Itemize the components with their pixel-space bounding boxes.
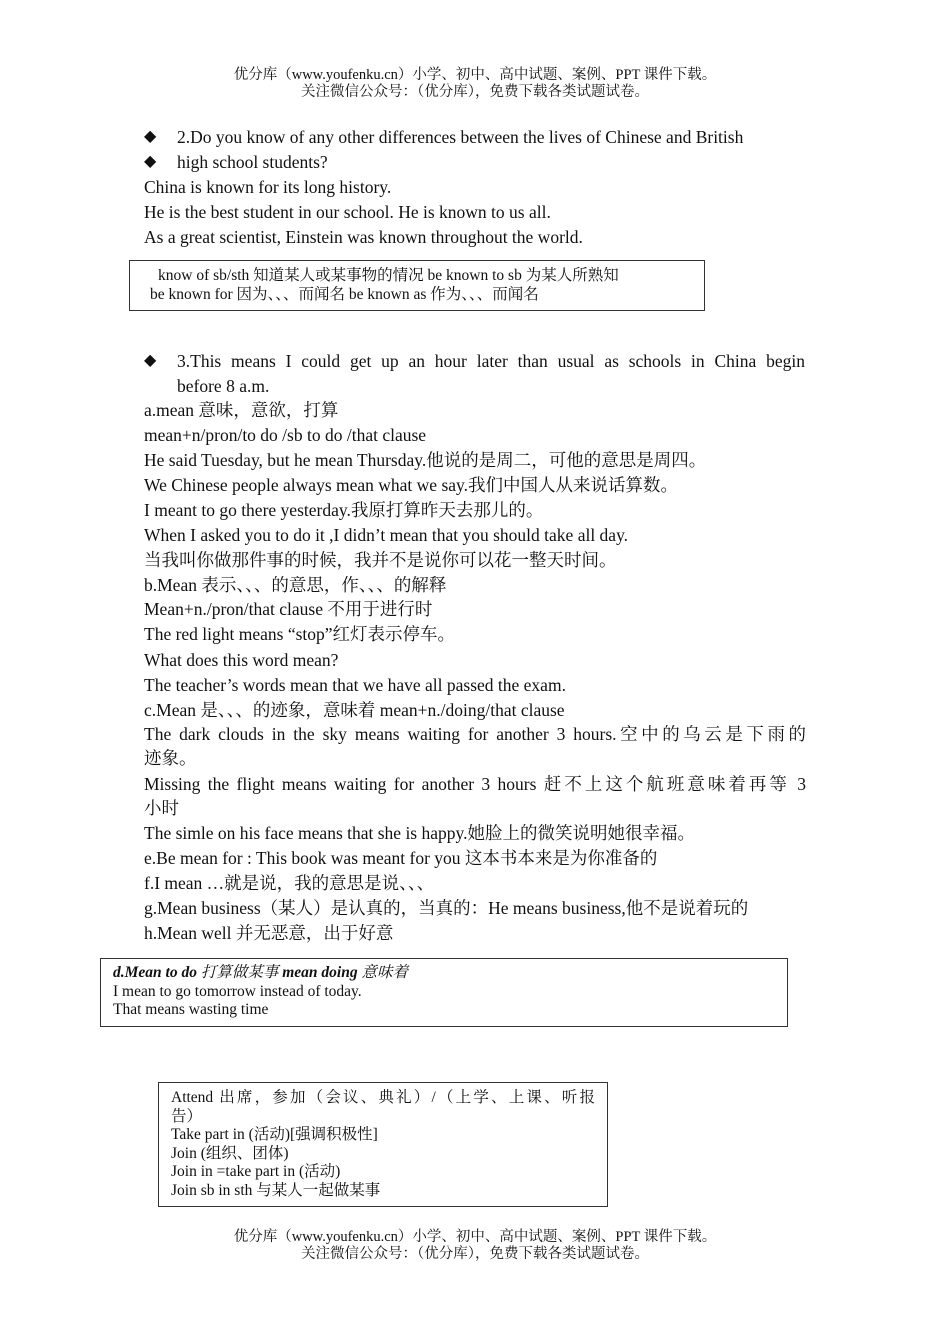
text-line: The simle on his face means that she is happy.她脸上的微笑说明她很幸福。 (144, 823, 696, 843)
bullet-text: before 8 a.m. (177, 376, 270, 396)
note-box-attend (158, 1082, 608, 1207)
text-line: 迹象。 (144, 748, 197, 768)
text-line: 小时 (144, 798, 179, 818)
text-line: h.Mean well 并无恶意，出于好意 (144, 923, 394, 943)
text-line: When I asked you to do it ,I didn’t mean that you should take all day. (144, 525, 629, 545)
note-title-part: 打算做某事 (196, 964, 283, 981)
note-line: Take part in (活动)[强调积极性] (171, 1126, 378, 1143)
bullet-text: 2.Do you know of any other differences between the lives of Chinese and British (177, 127, 744, 147)
bullet-text: 3.This means I could get up an hour later than usual as schools in China begin (177, 351, 805, 371)
note-title-part: mean doing (282, 964, 358, 981)
text-line: mean+n/pron/to do /sb to do /that clause (144, 425, 427, 445)
note-line: Join in =take part in (活动) (171, 1163, 341, 1180)
text-line: The dark clouds in the sky means waiting for another 3 hours.空中的乌云是下雨的 (144, 724, 806, 744)
note-line: Join sb in sth 与某人一起做某事 (171, 1181, 381, 1199)
text-line: What does this word mean? (144, 650, 339, 670)
note-line: 告） (171, 1107, 203, 1125)
note-box-known (129, 260, 705, 311)
diamond-bullet-icon: ◆ (144, 352, 157, 369)
text-line: c.Mean 是、、、的迹象，意味着 mean+n./doing/that clause (144, 700, 565, 720)
text-line: e.Be mean for : This book was meant for you 这本书本来是为你准备的 (144, 848, 658, 868)
note-line: Attend 出席，参加（会议、典礼）/（上学、上课、听报 (171, 1089, 595, 1106)
footer-line-2: 关注微信公众号：（优分库），免费下载各类试题试卷。 (301, 1246, 649, 1262)
header-line-1: 优分库（www.youfenku.cn）小学、初中、高中试题、案例、PPT 课件下载。 (233, 67, 717, 83)
text-line: Missing the flight means waiting for another 3 hours 赶不上这个航班意味着再等 3 (144, 774, 806, 794)
note-line: be known for 因为、、、而闻名 be known as 作为、、、而闻名 (150, 285, 539, 303)
text-line: 当我叫你做那件事的时候，我并不是说你可以花一整天时间。 (144, 550, 617, 570)
note-line: Join (组织、团体) (171, 1144, 289, 1162)
note-box-mean (100, 958, 788, 1027)
footer-line-1: 优分库（www.youfenku.cn）小学、初中、高中试题、案例、PPT 课件下载。 (233, 1229, 717, 1245)
page-header (0, 67, 950, 101)
text-line: The teacher’s words mean that we have all passed the exam. (144, 675, 566, 695)
header-line-2: 关注微信公众号：（优分库），免费下载各类试题试卷。 (301, 84, 649, 100)
note-line: I mean to go tomorrow instead of today. (113, 982, 362, 1000)
note-line: That means wasting time (113, 1001, 269, 1018)
bullet-text: high school students? (177, 152, 328, 172)
text-line: f.I mean …就是说，我的意思是说、、、 (144, 873, 435, 893)
text-line: He said Tuesday, but he mean Thursday.他说的是周二，可他的意思是周四。 (144, 450, 707, 470)
text-line: b.Mean 表示、、、的意思，作、、、的解释 (144, 575, 447, 595)
note-title-part: 意味着 (357, 964, 408, 981)
text-line: He is the best student in our school. He is known to us all. (144, 202, 551, 222)
text-line: We Chinese people always mean what we say.我们中国人从来说话算数。 (144, 475, 679, 495)
text-line: The red light means “stop”红灯表示停车。 (144, 624, 456, 644)
text-line: I meant to go there yesterday.我原打算昨天去那儿的。 (144, 500, 544, 520)
diamond-bullet-icon: ◆ (144, 128, 157, 145)
text-line: a.mean 意味，意欲，打算 (144, 400, 339, 420)
text-line: China is known for its long history. (144, 177, 392, 197)
note-line: know of sb/sth 知道某人或某事物的情况 be known to sb 为某人所熟知 (158, 267, 619, 284)
text-line: As a great scientist, Einstein was known throughout the world. (144, 227, 583, 247)
page-footer (0, 1229, 950, 1263)
text-line: g.Mean business（某人）是认真的，当真的：He means business,他不是说着玩的 (144, 898, 749, 918)
diamond-bullet-icon: ◆ (144, 153, 157, 170)
note-title-part: d.Mean to do (113, 964, 197, 981)
text-line: Mean+n./pron/that clause 不用于进行时 (144, 599, 433, 619)
note-title (113, 964, 787, 983)
